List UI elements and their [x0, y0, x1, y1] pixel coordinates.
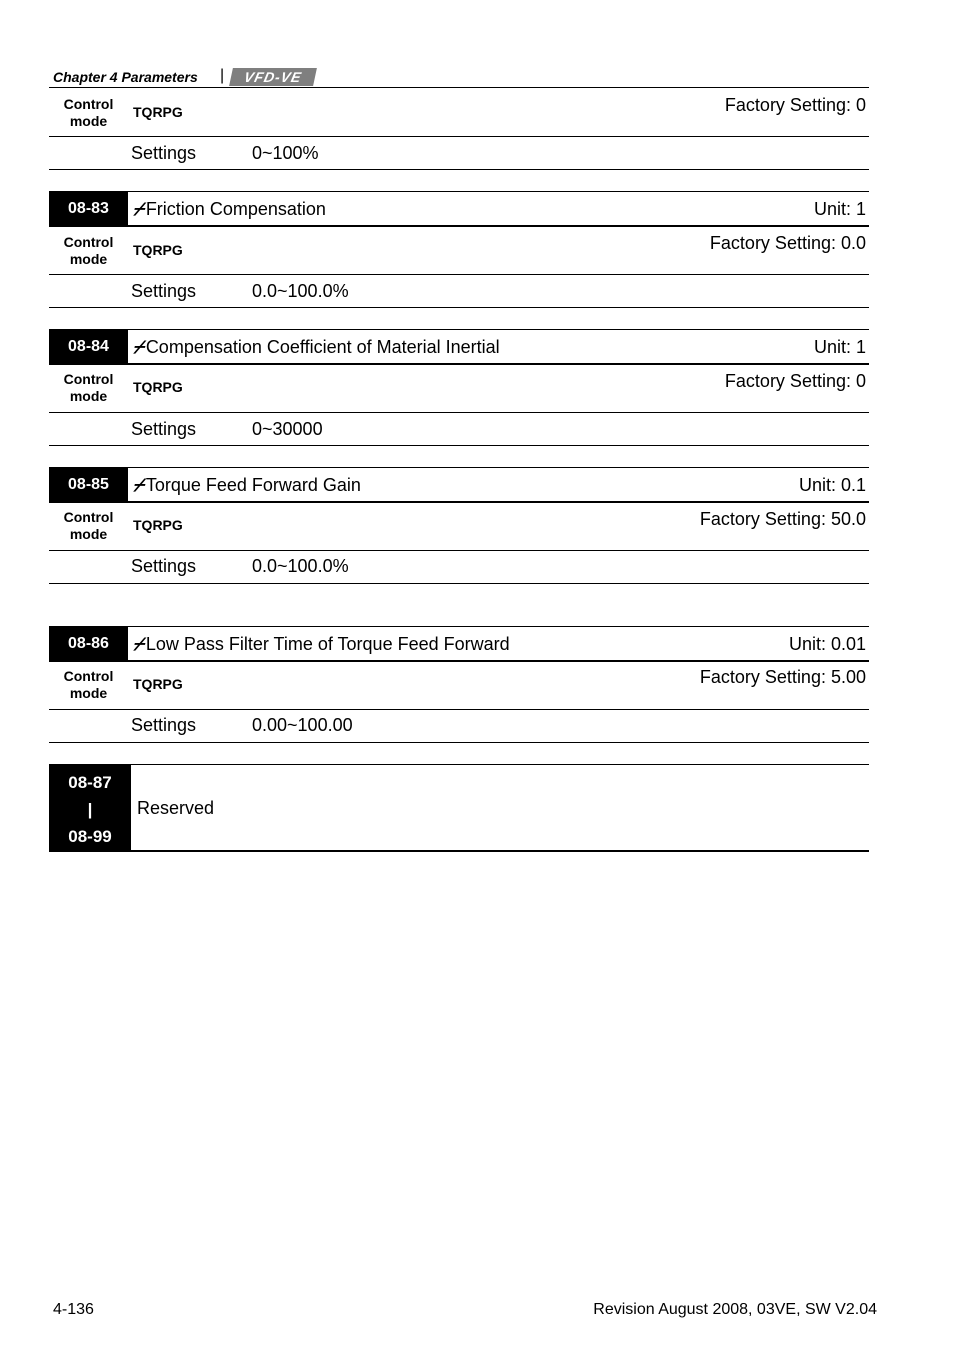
- settings-label: Settings: [131, 143, 197, 163]
- pen-icon: ⌿: [133, 475, 144, 495]
- control-mode-value: TQRPG: [133, 517, 183, 533]
- factory-setting: Factory Setting: 0: [724, 371, 866, 391]
- divider: [49, 583, 869, 584]
- divider: [49, 467, 869, 468]
- control-mode-label: Control mode: [63, 96, 114, 129]
- revision-info: Revision August 2008, 03VE, SW V2.04: [593, 1301, 877, 1318]
- control-mode-value: TQRPG: [133, 379, 183, 395]
- param-name: ⌿ Torque Feed Forward Gain: [133, 475, 361, 495]
- control-mode-value: TQRPG: [133, 242, 183, 258]
- pen-icon: ⌿: [133, 199, 144, 219]
- pen-icon: ⌿: [133, 337, 144, 357]
- divider: [49, 550, 869, 551]
- reserved-text: Reserved: [137, 798, 215, 818]
- header-separator: |: [220, 67, 225, 84]
- settings-value: 0.0~100.0%: [252, 281, 349, 301]
- control-mode-label: Control mode: [63, 668, 114, 701]
- vfd-ve-logo: VFD-VE: [229, 68, 317, 86]
- divider: [49, 136, 869, 137]
- param-number: 08-84: [49, 330, 128, 364]
- settings-value: 0.00~100.00: [252, 715, 353, 735]
- factory-setting: Factory Setting: 50.0: [699, 509, 866, 529]
- divider: [49, 709, 869, 710]
- divider: [49, 850, 869, 852]
- factory-setting: Factory Setting: 0.0: [709, 233, 866, 253]
- param-unit: Unit: 0.1: [798, 475, 866, 495]
- control-mode-label: Control mode: [63, 234, 114, 267]
- divider: [49, 626, 869, 627]
- control-mode-value: TQRPG: [133, 104, 183, 120]
- divider: [49, 764, 869, 765]
- control-mode-value: TQRPG: [133, 676, 183, 692]
- param-name: ⌿ Low Pass Filter Time of Torque Feed Forward: [133, 634, 510, 654]
- factory-setting: Factory Setting: 0: [724, 95, 866, 115]
- page-number: 4-136: [53, 1301, 94, 1318]
- settings-label: Settings: [131, 715, 197, 735]
- param-number: 08-85: [49, 468, 128, 502]
- settings-value: 0.0~100.0%: [252, 556, 349, 576]
- chapter-title: Chapter 4 Parameters: [53, 69, 198, 85]
- param-number: 08-83: [49, 192, 128, 226]
- control-mode-label: Control mode: [63, 371, 114, 404]
- divider: [49, 274, 869, 275]
- param-unit: Unit: 0.01: [788, 634, 866, 654]
- pen-icon: ⌿: [133, 634, 144, 654]
- settings-label: Settings: [131, 281, 197, 301]
- param-name: ⌿ Friction Compensation: [133, 199, 326, 219]
- settings-label: Settings: [131, 556, 197, 576]
- param-unit: Unit: 1: [813, 199, 866, 219]
- divider: [49, 412, 869, 413]
- settings-label: Settings: [131, 419, 197, 439]
- param-unit: Unit: 1: [813, 337, 866, 357]
- settings-value: 0~30000: [252, 419, 323, 439]
- divider: [49, 363, 869, 365]
- divider: [49, 225, 869, 227]
- divider: [49, 501, 869, 503]
- divider: [49, 329, 869, 330]
- divider: [49, 191, 869, 192]
- control-mode-label: Control mode: [63, 509, 114, 542]
- param-name: ⌿ Compensation Coefficient of Material Inertial: [133, 337, 500, 357]
- divider: [49, 169, 869, 170]
- divider: [49, 742, 869, 743]
- param-number: 08-86: [49, 627, 128, 661]
- divider: [49, 445, 869, 446]
- factory-setting: Factory Setting: 5.00: [699, 667, 866, 687]
- settings-value: 0~100%: [252, 143, 319, 163]
- divider: [49, 660, 869, 662]
- divider: [49, 87, 869, 88]
- reserved-param-range: 08-87 | 08-99: [49, 765, 131, 851]
- divider: [49, 307, 869, 308]
